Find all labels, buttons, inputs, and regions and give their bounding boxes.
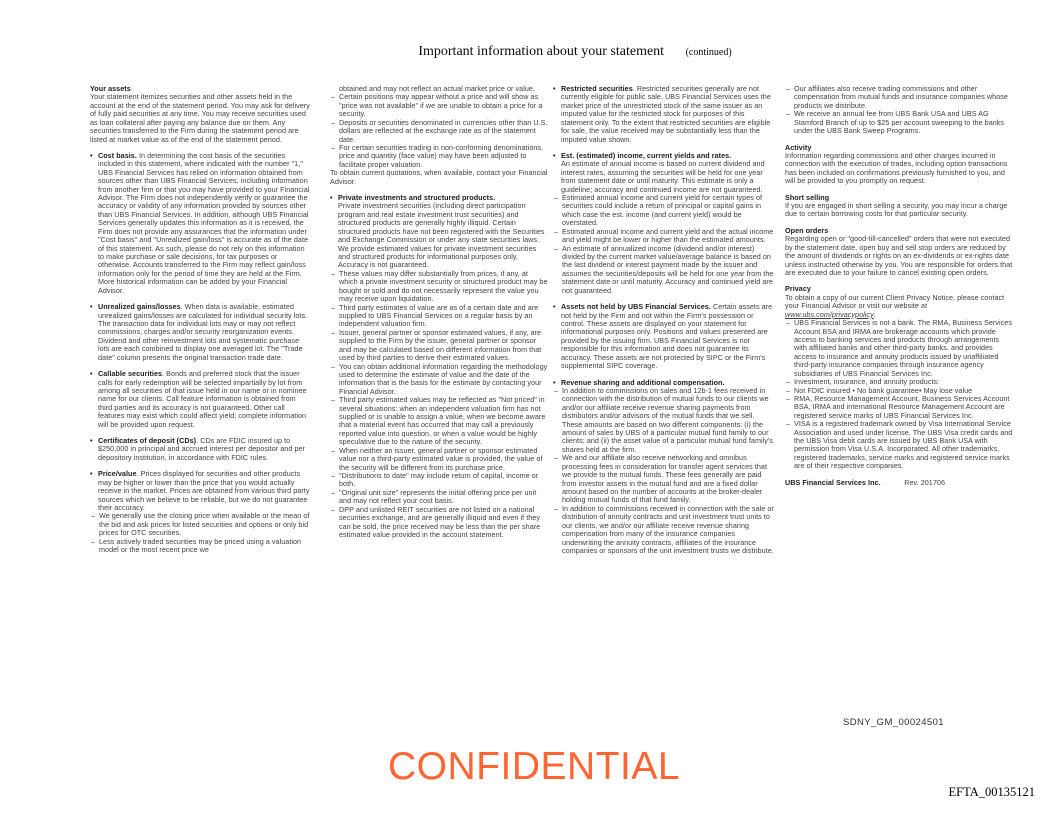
bullet-text: Private investment securities (including direct participation program and real estate investment trust securities) and structured products are generally highly illiquid. Certain structured products have not been registered with the Securities and Exchange Commission or under any state securities laws. We provide estimated values for private investment securities and structured products for informational purposes only. Accuracy is not guaranteed.	[338, 201, 545, 270]
text-column-2	[330, 85, 548, 539]
paragraph-text: To obtain a copy of our current Client Privacy Notice, please contact your Financial Advisor or visit our website at	[785, 292, 1005, 311]
bullet-text: An estimate of annual income is based on current dividend and interest rates, assuming the securities will be held for one year from statement date or until maturity. This estimate is only a guideline; accuracy and continued income are not guaranteed.	[561, 159, 765, 194]
dash-item: – Estimated annual income and current yield for certain types of securities could include a return of principal or capital gains in which case the est. income (and current yield) would be overstated.	[553, 194, 774, 228]
page-title-text: Important information about your statement	[418, 44, 665, 59]
bullet-lead: Certificates of deposit (CDs)	[98, 436, 197, 446]
confidential-watermark: CONFIDENTIAL	[388, 745, 681, 788]
page-title-continued-text: (continued)	[685, 47, 732, 58]
bullet-lead: Unrealized gains/losses	[98, 302, 181, 312]
bullet-item	[553, 303, 774, 370]
paragraph	[785, 294, 1013, 319]
bullet-text: . Bonds and preferred stock that the issuer calls for early redemption will be selected impartially by lot from among all securities of that issue held in our name or in nominee name for our clients. Call feature information is obtained from third parties and its accuracy is not guaranteed. Other call features may exist which could affect yield; complete information will be provided upon request.	[98, 369, 307, 429]
continuation-text: obtained and may not reflect an actual market price or value.	[339, 84, 536, 93]
page-title-continued	[668, 47, 677, 58]
footer-company-name: UBS Financial Services Inc.	[785, 477, 881, 487]
dash-item: – We receive an annual fee from UBS Bank USA and UBS AG Stamford Branch of up to $25 per account sweeping to the banks under the UBS Bank Sweep Programs.	[785, 110, 1013, 135]
dash-item: – "Original unit size" represents the initial offering price per unit and may not reflect your cost basis.	[330, 489, 548, 506]
dash-item: – You can obtain additional information regarding the methodology used to determine the estimate of value and the date of the information that is the basis for the estimate by contacting your Financial Advisor.	[330, 363, 548, 397]
text-column-3	[553, 85, 774, 555]
paragraph: If you are engaged in short selling a security, you may incur a charge due to certain borrowing costs for that particular security.	[785, 201, 1008, 219]
dash-item: – Investment, insurance, and annuity products:	[785, 378, 1013, 386]
bullet-item	[90, 303, 311, 362]
dash-item: – Deposits or securities denominated in currencies other than U.S. dollars are reflected at the exchange rate as of the statement date.	[330, 119, 548, 144]
bullet-text: Certain assets are not held by the Firm and not within the Firm's possession or control. These assets are displayed on your statement for informational purposes only. Positions and values presented are provided by the issuing firm. UBS Financial Services is not responsible for this information and does not guarantee its accuracy. These assets are not protected by SIPC or the Firm's supplemental SIPC coverage.	[561, 302, 773, 371]
footer-document-id: EFTA_00135121	[948, 785, 1035, 799]
dash-item: – "Distributions to date" may include return of capital, income or both.	[330, 472, 548, 489]
bullet-lead: Private investments and structured products.	[338, 193, 496, 203]
section-heading: Activity	[785, 142, 812, 152]
bullet-item	[90, 370, 311, 429]
bullet-text: . CDs are FDIC insured up to $250,000 in principal and accrued interest per depositor and per depository institution, in accordance with FDIC rules.	[98, 436, 305, 462]
dash-item: – Third party estimated values may be reflected as "Not priced" in several situations: when an independent valuation firm has not supplied or is unable to assign a value, when we become aware that a material event has occurred that may call a previously reported value into question, or when a value would be highly speculative due to the nature of the security.	[330, 396, 548, 447]
dash-item: – Issuer, general partner or sponsor estimated values, if any, are supplied to the Firm by the issuer, general partner or sponsor and may be calculated based on different information from that used by third parties to derive their estimated values.	[330, 329, 548, 363]
dash-item: – DPP and unlisted REIT securities are not listed on a national securities exchange, and are generally illiquid and even if they can be sold, the price received may be less than the per share estimated value provided in the account statement.	[330, 506, 548, 540]
dash-item: – An estimate of annualized income (dividend and/or interest) divided by the current market value/average balance is based on the last dividend or interest payment made by the issuer and assumes the securities/deposits will be held for one year from the statement date or until maturity. Accuracy and continued yield are not guaranteed.	[553, 245, 774, 296]
dash-item: – When neither an issuer, general partner or sponsor estimated value nor a third-party estimated value is provided, the value of the security will be different from its purchase price.	[330, 447, 548, 472]
dash-item: – VISA is a registered trademark owned by Visa International Service Association and used under license. The UBS Visa credit cards and the UBS Visa debit cards are issued by UBS Bank USA with permission from Visa U.S.A. Incorporated. All other trademarks, registered trademarks, service marks and registered service marks are of their respective companies.	[785, 420, 1013, 471]
paragraph-text: .	[873, 309, 876, 319]
dash-item: – We generally use the closing price when available or the mean of the bid and ask prices for listed securities and options or only bid prices for OTC securities.	[90, 512, 311, 537]
bullet-lead: Cost basis.	[98, 150, 137, 160]
bullet-item	[553, 152, 774, 194]
privacy-policy-link[interactable]: www.ubs.com/privacypolicy	[785, 309, 874, 319]
bullet-item	[553, 85, 774, 144]
section-heading: Open orders	[785, 225, 829, 235]
bullet-lead: Est. (estimated) income, current yields and rates.	[561, 150, 732, 160]
bullet-text: . When data is available, estimated unrealized gains/losses are calculated for individual security lots. The transaction data for individual lots may or may not reflect commissions, charges and/or security reorganization events. Dividend and other reinvestment lots and systematic purchase lots are each combined to display one averaged lot. The "Trade date" column presents the original transaction trade date.	[98, 302, 308, 362]
paragraph: Information regarding commissions and other charges incurred in connection with the execution of trades, including option transactions has been included on confirmations previously furnished to you, and will be provided to you promptly on request.	[785, 150, 1008, 186]
paragraph: Your statement itemizes securities and other assets held in the account at the end of the statement period. You may ask for delivery of fully paid securities at any time. You may receive securities used as loan collateral after paying any balance due on them. Any securities transferred to the Firm during the statement period are listed at market value as of the end of the statement period.	[90, 92, 310, 144]
page-title	[95, 44, 1055, 60]
dash-item: – These values may differ substantially from prices, if any, at which a private investment security or structured product may be bought or sold and do not necessarily represent the value you may receive upon liquidation.	[330, 270, 548, 304]
footer-revision: Rev. 201706	[904, 477, 945, 487]
dash-item: – UBS Financial Services is not a bank. The RMA, Business Services Account BSA and IRMA are brokerage accounts which provide access to banking services and products through arrangements with affiliated banks and other third-party banks, and provides access to insurance and annuity products issued by unaffiliated third-party insurance companies through insurance agency subsidiaries of UBS Financial Services Inc.	[785, 319, 1013, 378]
bullet-item	[90, 470, 311, 512]
text-column-4	[785, 85, 1013, 487]
bullet-item	[330, 194, 548, 270]
text-column-1	[90, 85, 311, 555]
section-heading: Short selling	[785, 192, 830, 202]
bates-stamp: SDNY_GM_00024501	[843, 717, 944, 728]
bullet-lead: Assets not held by UBS Financial Services.	[561, 302, 711, 312]
bullet-item	[90, 437, 311, 462]
dash-item: – Certain positions may appear without a price and will show as "price was not available" if we are unable to obtain a price for a security.	[330, 93, 548, 118]
dash-item: – Third party estimates of value are as of a certain date and are supplied to UBS Financial Services on a regular basis by an independent valuation firm.	[330, 304, 548, 329]
dash-item: – For certain securities trading in non-conforming denominations, price and quantity (face value) may have been adjusted to facilitate proper valuation.	[330, 144, 548, 169]
bullet-lead: Revenue sharing and additional compensation.	[561, 377, 725, 387]
section-heading: Privacy	[785, 284, 811, 294]
bullet-text: . Restricted securities generally are not currently eligible for public sale. UBS Financial Services uses the market price of the unrestricted stock of the same issuer as an imputed value for the restricted stock for purposes of this statement only. To the extent that restricted securities are eligible for sale, the value received may be substantially less than the imputed value shown.	[561, 84, 771, 144]
dash-item: – We and our affiliate also receive networking and omnibus processing fees in consideration for transfer agent services that we provide to the mutual funds. These fees generally are paid from investor assets in the mutual fund and are a fixed dollar amount based on the number of accounts at the broker-dealer holding mutual funds of that fund family.	[553, 454, 774, 505]
dash-item: – RMA, Resource Management Account, Business Services Account BSA, IRMA and international Resource Management Account are registered service marks of UBS Financial Services Inc.	[785, 395, 1013, 420]
bullet-lead: Price/value	[98, 469, 137, 479]
dash-item: – Less actively traded securities may be priced using a valuation model or the most recent price we	[90, 538, 311, 555]
bullet-lead: Callable securities	[98, 369, 163, 379]
bullet-lead: Restricted securities	[561, 84, 633, 93]
dash-item: – Not FDIC insured • No bank guarantee• May lose value	[785, 387, 1013, 395]
dash-item: – Estimated annual income and current yield and the actual income and yield might be lower or higher than the estimated amounts.	[553, 228, 774, 245]
dash-item: – In addition to commissions received in connection with the sale or distribution of annuity contracts and unit investment trust units to our clients, we and/or our affiliate receive revenue sharing compensation from many of the insurance companies underwriting the annuity contracts, affiliates of the insurance companies or sponsors of the unit investment trusts we distribute.	[553, 505, 774, 556]
section-heading: Your assets	[90, 84, 131, 93]
dash-item: – Our affiliates also receive trading commissions and other compensation from mutual funds and insurance companies whose products we distribute.	[785, 85, 1013, 110]
bullet-text: . Prices displayed for securities and other products may be higher or lower than the price that you would actually receive in the market. Prices are obtained from various third party sources which we believe to be reliable, but we do not guarantee their accuracy.	[98, 469, 310, 512]
bullet-item	[90, 152, 311, 295]
dash-item: – In addition to commissions on sales and 12b-1 fees received in connection with the distribution of mutual funds to our clients we and/or our affiliate receive revenue sharing payments from distributors and/or advisors of the mutual funds that we sell. These amounts are based on two different components: (i) the amount of sales by UBS of a particular mutual fund family to our clients; and (ii) the asset value of a particular mutual fund family's shares held at the firm.	[553, 387, 774, 454]
footer-row	[785, 479, 945, 487]
paragraph: To obtain current quotations, when available, contact your Financial Advisor.	[330, 168, 548, 186]
paragraph: Regarding open or "good-till-cancelled" orders that were not executed by the statement date, open buy and sell stop orders are reduced by the amount of dividends or rights on an ex-dividends or ex-rights date unless instructed otherwise by you. You are responsible for orders that are executed due to your failure to cancel existing open orders.	[785, 234, 1013, 278]
bullet-text: In determining the cost basis of the securities included in this statement, where indicated with the number "1," UBS Financial Services has relied on information obtained from sources other than UBS Financial Services, including information from another firm or that you may have provided to your Financial Advisor. The Firm does not independently verify or guarantee the accuracy or validity of any information provided by sources other than UBS Financial Services. In addition, although UBS Financial Services generally updates this information as it is received, the Firm does not provide any assurances that the information under "Cost basis" and "Unrealized gain/loss" is accurate as of the date of this statement. As such, please do not rely on this information to make purchase or sale decisions, for tax purposes or otherwise. Accounts transferred to the Firm may reflect gain/loss information only for the period of time they are held at the Firm. More historical information can be added by your Financial Advisor.	[98, 150, 310, 295]
